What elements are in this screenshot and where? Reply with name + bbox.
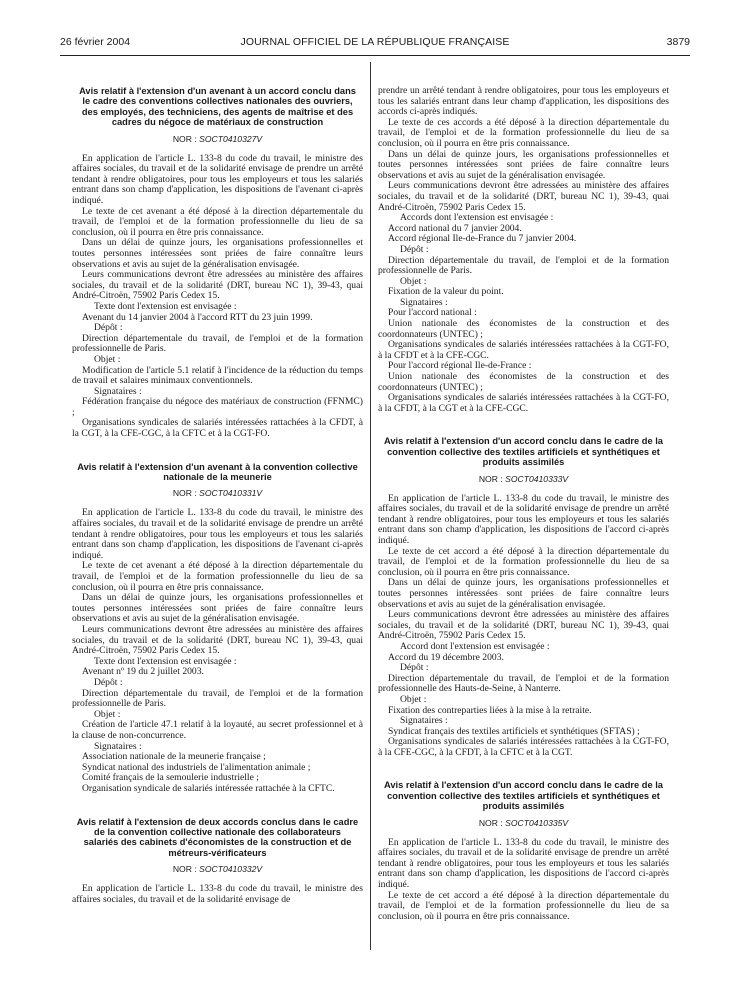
paragraph: Objet : (400, 693, 427, 705)
paragraph: Modification de l'article 5.1 relatif à l'incidence de la réduction du temps de travail et salaires minimaux conventionnels. (72, 364, 363, 387)
column-divider (370, 62, 371, 950)
notice-title: Avis relatif à l'extension d'un avenant à un accord conclu dans le cadre des conventions collectives nationales des ouvriers, des employés, des techniciens, des agents de maîtrise et des cadres du négoce de matériaux de construction (79, 86, 356, 128)
paragraph: Fixation de la valeur du point. (388, 286, 504, 298)
paragraph: Organisations syndicales de salariés intéressées rattachées à la CGT-FO, à la CFDT, à la CGT et à la CFE-CGC. (378, 392, 669, 414)
paragraph: Création de l'article 47.1 relatif à la loyauté, au secret professionnel et à la clause de non-concurrence. (72, 719, 363, 741)
paragraph: En application de l'article L. 133-8 du code du travail, le ministre des affaires sociales, du travail et de la solidarité envisage de (72, 883, 363, 905)
paragraph: Dans un délai de quinze jours, les organisations professionnelles et toutes personnes intéressées sont priées de faire connaître leurs observations et avis au sujet de la généralisation envisagée. (72, 237, 363, 270)
header-journal-title: JOURNAL OFFICIEL DE LA RÉPUBLIQUE FRANÇAISE (240, 36, 510, 48)
paragraph: Pour l'accord régional Ile-de-France : (388, 360, 532, 372)
paragraph: En application de l'article L. 133-8 du code du travail, le ministre des affaires sociales, du travail et de la solidarité envisage de prendre un arrêté tendant à rendre obligatoires, pour tous les employeurs et tous les salariés entrant dans son champ d'application, les dispositions de l'avenant ci-après indiqué. (72, 152, 363, 206)
paragraph: Fixation des contreparties liées à la mise à la retraite. (388, 704, 592, 716)
notice-title: Avis relatif à l'extension d'un accord conclu dans le cadre de la convention collective des textiles artificiels et synthétiques et produits assimilés (384, 780, 663, 812)
notice-meunerie (72, 462, 363, 795)
header-page-number: 3879 (666, 36, 690, 48)
paragraph: Accord du 19 décembre 2003. (388, 651, 504, 663)
nor-code: SOCT0410332V (199, 864, 263, 875)
paragraph: Avenant nº 19 du 2 juillet 2003. (82, 666, 204, 678)
nor-reference: NOR : SOCT0410331V (172, 488, 263, 499)
paragraph: Direction départementale du travail, de l'emploi et de la formation professionnelle de Paris. (72, 332, 363, 355)
paragraph: En application de l'article L. 133-8 du code du travail, le ministre des affaires sociales, du travail et de la solidarité envisage de prendre un arrêté tendant à rendre obligatoires, pour tous les employeurs et tous les salariés entrant dans son champ d'application, les dispositions de l'accord ci-après indiqué. (378, 836, 669, 891)
running-header (60, 36, 690, 52)
paragraph: Leurs communications devront être adressées au ministère des affaires sociales, du travail et de la solidarité (DRT, bureau NC 1), 39-43, quai André-Citroën, 75902 Paris Cedex 15. (378, 609, 669, 642)
nor-reference: NOR : SOCT0410327V (172, 133, 263, 144)
paragraph: Accord dont l'extension est envisagée : (400, 640, 550, 652)
nor-code: SOCT0410333V (505, 473, 569, 484)
paragraph: Accords dont l'extension est envisagée : (400, 212, 554, 224)
paragraph: Dans un délai de quinze jours, les organisations professionnelles et toutes personnes intéressées sont priées de faire connaître leurs observations et avis au sujet de la généralisation envisagée. (378, 577, 669, 610)
paragraph: Signataires : (94, 740, 142, 752)
paragraph: prendre un arrêté tendant à rendre obligatoires, pour tous les employeurs et tous les salariés entrant dans leur champ d'application, les dispositions des accords ci-après indiqués. (378, 86, 669, 118)
paragraph: Objet : (94, 708, 121, 720)
paragraph: Organisations syndicales de salariés intéressées rattachées à la CGT-FO, à la CFE-CGC, à la CFDT, à la CFTC et à la CGT. (378, 736, 669, 758)
notice-economistes-construction (72, 817, 363, 906)
paragraph: Signataires : (94, 385, 142, 397)
paragraph: Pour l'accord national : (388, 307, 477, 319)
paragraph: Le texte de cet accord a été déposé à la direction départementale du travail, de l'emploi et de la formation professionnelle du lieu de sa conclusion, où il pourra en être pris connaissance. (378, 889, 669, 922)
nor-reference: NOR : SOCT0410335V (478, 817, 569, 828)
paragraph: Le texte de ces accords a été déposé à la direction départementale du travail, de l'emploi et de la formation professionnelle du lieu de sa conclusion, où il pourra en être pris connaissance. (378, 116, 669, 149)
nor-reference: NOR : SOCT0410332V (172, 864, 263, 875)
paragraph: Dépôt : (400, 662, 429, 674)
paragraph: Leurs communications devront être adressées au ministère des affaires sociales, du travail et de la solidarité (DRT, bureau NC 1), 39-43, quai André-Citroën, 75902 Paris Cedex 15. (378, 180, 669, 213)
paragraph: Accord national du 7 janvier 2004. (388, 222, 522, 234)
paragraph: Le texte de cet avenant a été déposé à la direction départementale du travail, de l'emploi et de la formation professionnelle du lieu de sa conclusion, où il pourra en être pris connaissance. (72, 560, 363, 593)
nor-code: SOCT0410331V (199, 488, 263, 499)
notice-textiles-artificiels-2 (378, 780, 669, 922)
notice-economistes-construction-continued (378, 86, 669, 414)
nor-code: SOCT0410327V (199, 133, 263, 144)
paragraph: Texte dont l'extension est envisagée : (94, 655, 237, 667)
paragraph: Avenant du 14 janvier 2004 à l'accord RTT du 23 juin 1999. (82, 311, 313, 323)
paragraph: Syndicat français des textiles artificiels et synthétiques (SFTAS) ; (388, 725, 640, 737)
paragraph: Dans un délai de quinze jours, les organisations professionnelles et toutes personnes intéressées sont priées de faire connaître leurs observations et avis au sujet de la généralisation envisagée. (72, 592, 363, 625)
paragraph: Signataires : (400, 715, 448, 727)
header-rule (60, 55, 690, 56)
paragraph: Organisations syndicales de salariés intéressées rattachées à la CFDT, à la CGT, à la CFE-CGC, à la CFTC et à la CGT-FO. (72, 417, 363, 440)
paragraph: Dépôt : (94, 322, 123, 334)
paragraph: Comité français de la semoulerie industrielle ; (82, 772, 259, 784)
paragraph: Le texte de cet avenant a été déposé à la direction départementale du travail, de l'emploi et de la formation professionnelle du lieu de sa conclusion, où il pourra en être pris connaissance. (72, 205, 363, 238)
paragraph: Objet : (94, 353, 121, 365)
paragraph: Texte dont l'extension est envisagée : (94, 300, 237, 312)
paragraph: Le texte de cet accord a été déposé à la direction départementale du travail, de l'emploi et de la formation professionnelle du lieu de sa conclusion, où il pourra en être pris connaissance. (378, 545, 669, 578)
paragraph: Signataires : (400, 296, 448, 308)
notice-textiles-artificiels-1 (378, 436, 669, 758)
paragraph: Association nationale de la meunerie française ; (82, 751, 266, 763)
paragraph: Accord régional Ile-de-France du 7 janvier 2004. (388, 233, 577, 245)
paragraph: Dans un délai de quinze jours, les organisations professionnelles et toutes personnes intéressées sont priées de faire connaître leurs observations et avis au sujet de la généralisation envisagée. (378, 148, 669, 181)
paragraph: Direction départementale du travail, de l'emploi et de la formation professionnelle de Paris. (72, 687, 363, 710)
paragraph: Syndicat national des industriels de l'alimentation animale ; (82, 761, 311, 773)
nor-code: SOCT0410335V (505, 817, 569, 828)
paragraph: Organisations syndicales de salariés intéressées rattachées à la CGT-FO, à la CFDT et à la CFE-CGC. (378, 339, 669, 361)
paragraph: Leurs communications devront être adressées au ministère des affaires sociales, du travail et de la solidarité (DRT, bureau NC 1), 39-43, quai André-Citroën, 75902 Paris Cedex 15. (72, 624, 363, 657)
paragraph: Direction départementale du travail, de l'emploi et de la formation professionnelle de Paris. (378, 254, 669, 277)
paragraph: En application de l'article L. 133-8 du code du travail, le ministre des affaires sociales, du travail et de la solidarité envisage de prendre un arrêté tendant à rendre obligatoires, pour tous les employeurs et tous les salariés entrant dans son champ d'application, les dispositions de l'accord ci-après indiqué. (378, 492, 669, 546)
paragraph: Union nationale des économistes de la construction et des coordonnateurs (UNTEC) ; (378, 318, 669, 340)
notice-title: Avis relatif à l'extension d'un accord conclu dans le cadre de la convention collective des textiles artificiels et synthétiques et produits assimilés (384, 436, 663, 468)
paragraph: Direction départementale du travail, de l'emploi et de la formation professionnelle des Hauts-de-Seine, à Nanterre. (378, 672, 669, 695)
paragraph: Fédération française du négoce des matériaux de construction (FFNMC) ; (72, 396, 363, 418)
right-column (378, 86, 669, 966)
paragraph: Union nationale des économistes de la construction et des coordonnateurs (UNTEC) ; (378, 371, 669, 393)
nor-reference: NOR : SOCT0410333V (478, 473, 569, 484)
notice-title: Avis relatif à l'extension de deux accords conclus dans le cadre de la convention collective nationale des collaborateurs salariés des cabinets d'économistes de la construction et de métreurs-vérificateurs (76, 816, 359, 858)
paragraph: Organisation syndicale de salariés intéressée rattachée à la CFTC. (82, 782, 335, 794)
paragraph: Objet : (400, 275, 427, 287)
notice-title: Avis relatif à l'extension d'un avenant à la convention collective nationale de la meunerie (77, 461, 358, 483)
header-date: 26 février 2004 (60, 36, 131, 48)
paragraph: Leurs communications devront être adressées au ministère des affaires sociales, du travail et de la solidarité (DRT, bureau NC 1), 39-43, quai André-Citroën, 75902 Paris Cedex 15. (72, 269, 363, 302)
paragraph: Dépôt : (400, 243, 429, 255)
notice-negoce-materiaux (72, 86, 363, 440)
left-column (72, 86, 363, 966)
paragraph: Dépôt : (94, 676, 123, 688)
paragraph: En application de l'article L. 133-8 du code du travail, le ministre des affaires sociales, du travail et de la solidarité envisage de prendre un arrêté tendant à rendre obligatoires, pour tous les employeurs et tous les salariés entrant dans son champ d'application, les dispositions de l'avenant ci-après indiqué. (72, 507, 363, 561)
